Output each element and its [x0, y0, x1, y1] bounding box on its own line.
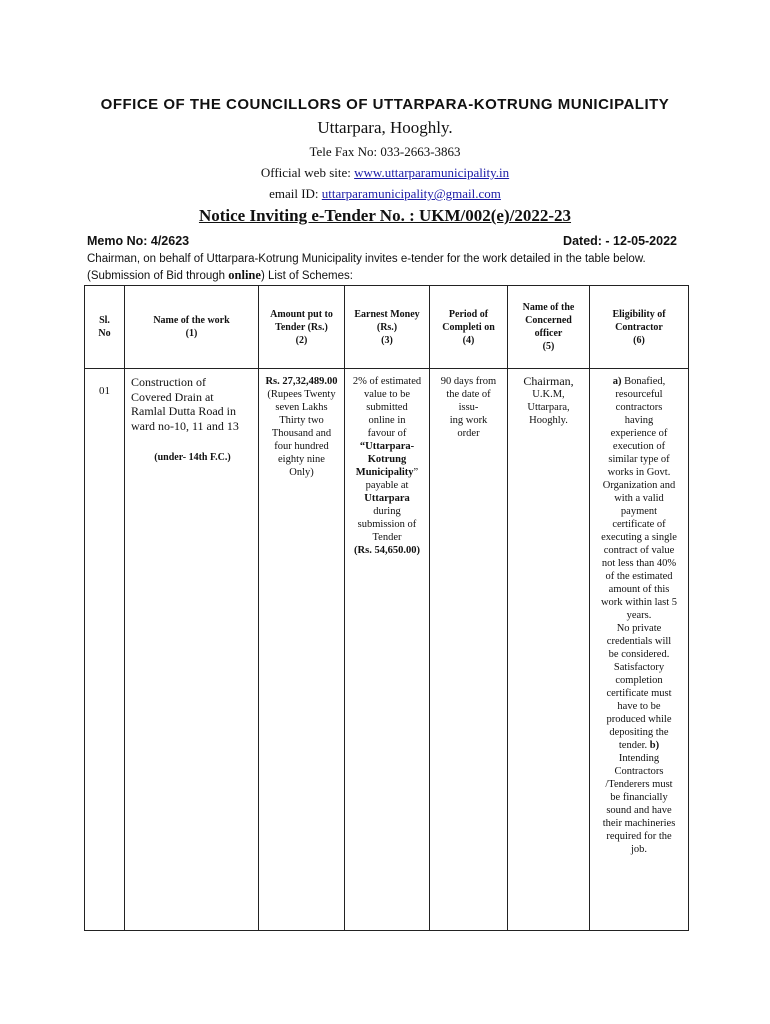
intro-paragraph: [87, 251, 682, 284]
header-amount: Amount put to Tender (Rs.) (2): [259, 286, 345, 369]
header-eligibility: Eligibility of Contractor (6): [590, 286, 689, 369]
town-line: Uttarpara, Hooghly.: [317, 118, 453, 137]
scheme-fund-note: (under- 14th F.C.): [154, 452, 231, 463]
memo-row: [87, 234, 677, 248]
intro-text: Chairman, on behalf of Uttarpara-Kotrung Municipality invites e-tender for the work detailed in the table below. (Submission of Bid through: [87, 253, 646, 282]
website-line: [0, 165, 770, 181]
memo-number: Memo No: 4/2623: [87, 234, 190, 248]
fax-line: Tele Fax No: 033-2663-3863: [309, 144, 461, 159]
header-work: Name of the work (1): [125, 286, 259, 369]
memo-date: Dated: - 12-05-2022: [563, 234, 677, 248]
email-line: [0, 186, 770, 202]
cell-earnest: 2% of estimated value to be submitted online in favour of “Uttarpara- Kotrung Municipality” payable at Uttarpara during submission of Tender (Rs. 54,650.00): [345, 369, 430, 931]
table-header-row: [85, 286, 689, 369]
intro-online: online: [228, 268, 261, 282]
email-link[interactable]: uttarparamunicipality@gmail.com: [321, 186, 501, 201]
cell-sl: 01: [85, 369, 125, 931]
cell-work: Construction of Covered Drain at Ramlal Dutta Road in ward no-10, 11 and 13 (under- 14th F.C.): [125, 369, 259, 931]
cell-period: 90 days from the date of issu- ing work order: [430, 369, 508, 931]
website-link[interactable]: www.uttarparamunicipality.in: [354, 165, 510, 180]
clause-a-label: a): [612, 376, 622, 387]
office-heading: OFFICE OF THE COUNCILLORS OF UTTARPARA-KOTRUNG MUNICIPALITY: [100, 96, 670, 113]
table-row: [85, 369, 689, 931]
cell-amount: Rs. 27,32,489.00 (Rupees Twenty seven Lakhs Thirty two Thousand and four hundred eighty nine Only): [259, 369, 345, 931]
notice-title: Notice Inviting e-Tender No. : UKM/002(e)/2022-23: [198, 206, 572, 225]
cell-officer: Chairman, U.K.M, Uttarpara, Hooghly.: [508, 369, 590, 931]
header-earnest: Earnest Money (Rs.) (3): [345, 286, 430, 369]
clause-b-label: b): [649, 740, 660, 751]
website-label: Official web site:: [260, 165, 351, 180]
header-officer: Name of the Concerned officer (5): [508, 286, 590, 369]
email-label: email ID:: [269, 186, 319, 201]
scheme-table: [84, 285, 689, 931]
header-period: Period of Completi on (4): [430, 286, 508, 369]
header-sl: Sl. No: [85, 286, 125, 369]
cell-eligibility: a) Bonafied, resourceful contractors having experience of execution of similar type of works in Govt. Organization and with a valid payment certificate of executing a single contract of value not less than 40% of the estimated amount of this work within last 5 years. No private credentials will be considered. Satisfactory completion certificate must have to be produced while depositing the tender. b) Intending Contractors /Tenderers must be financially sound and have their machineries required for the job.: [590, 369, 689, 931]
intro-text-end: ) List of Schemes:: [260, 270, 353, 282]
